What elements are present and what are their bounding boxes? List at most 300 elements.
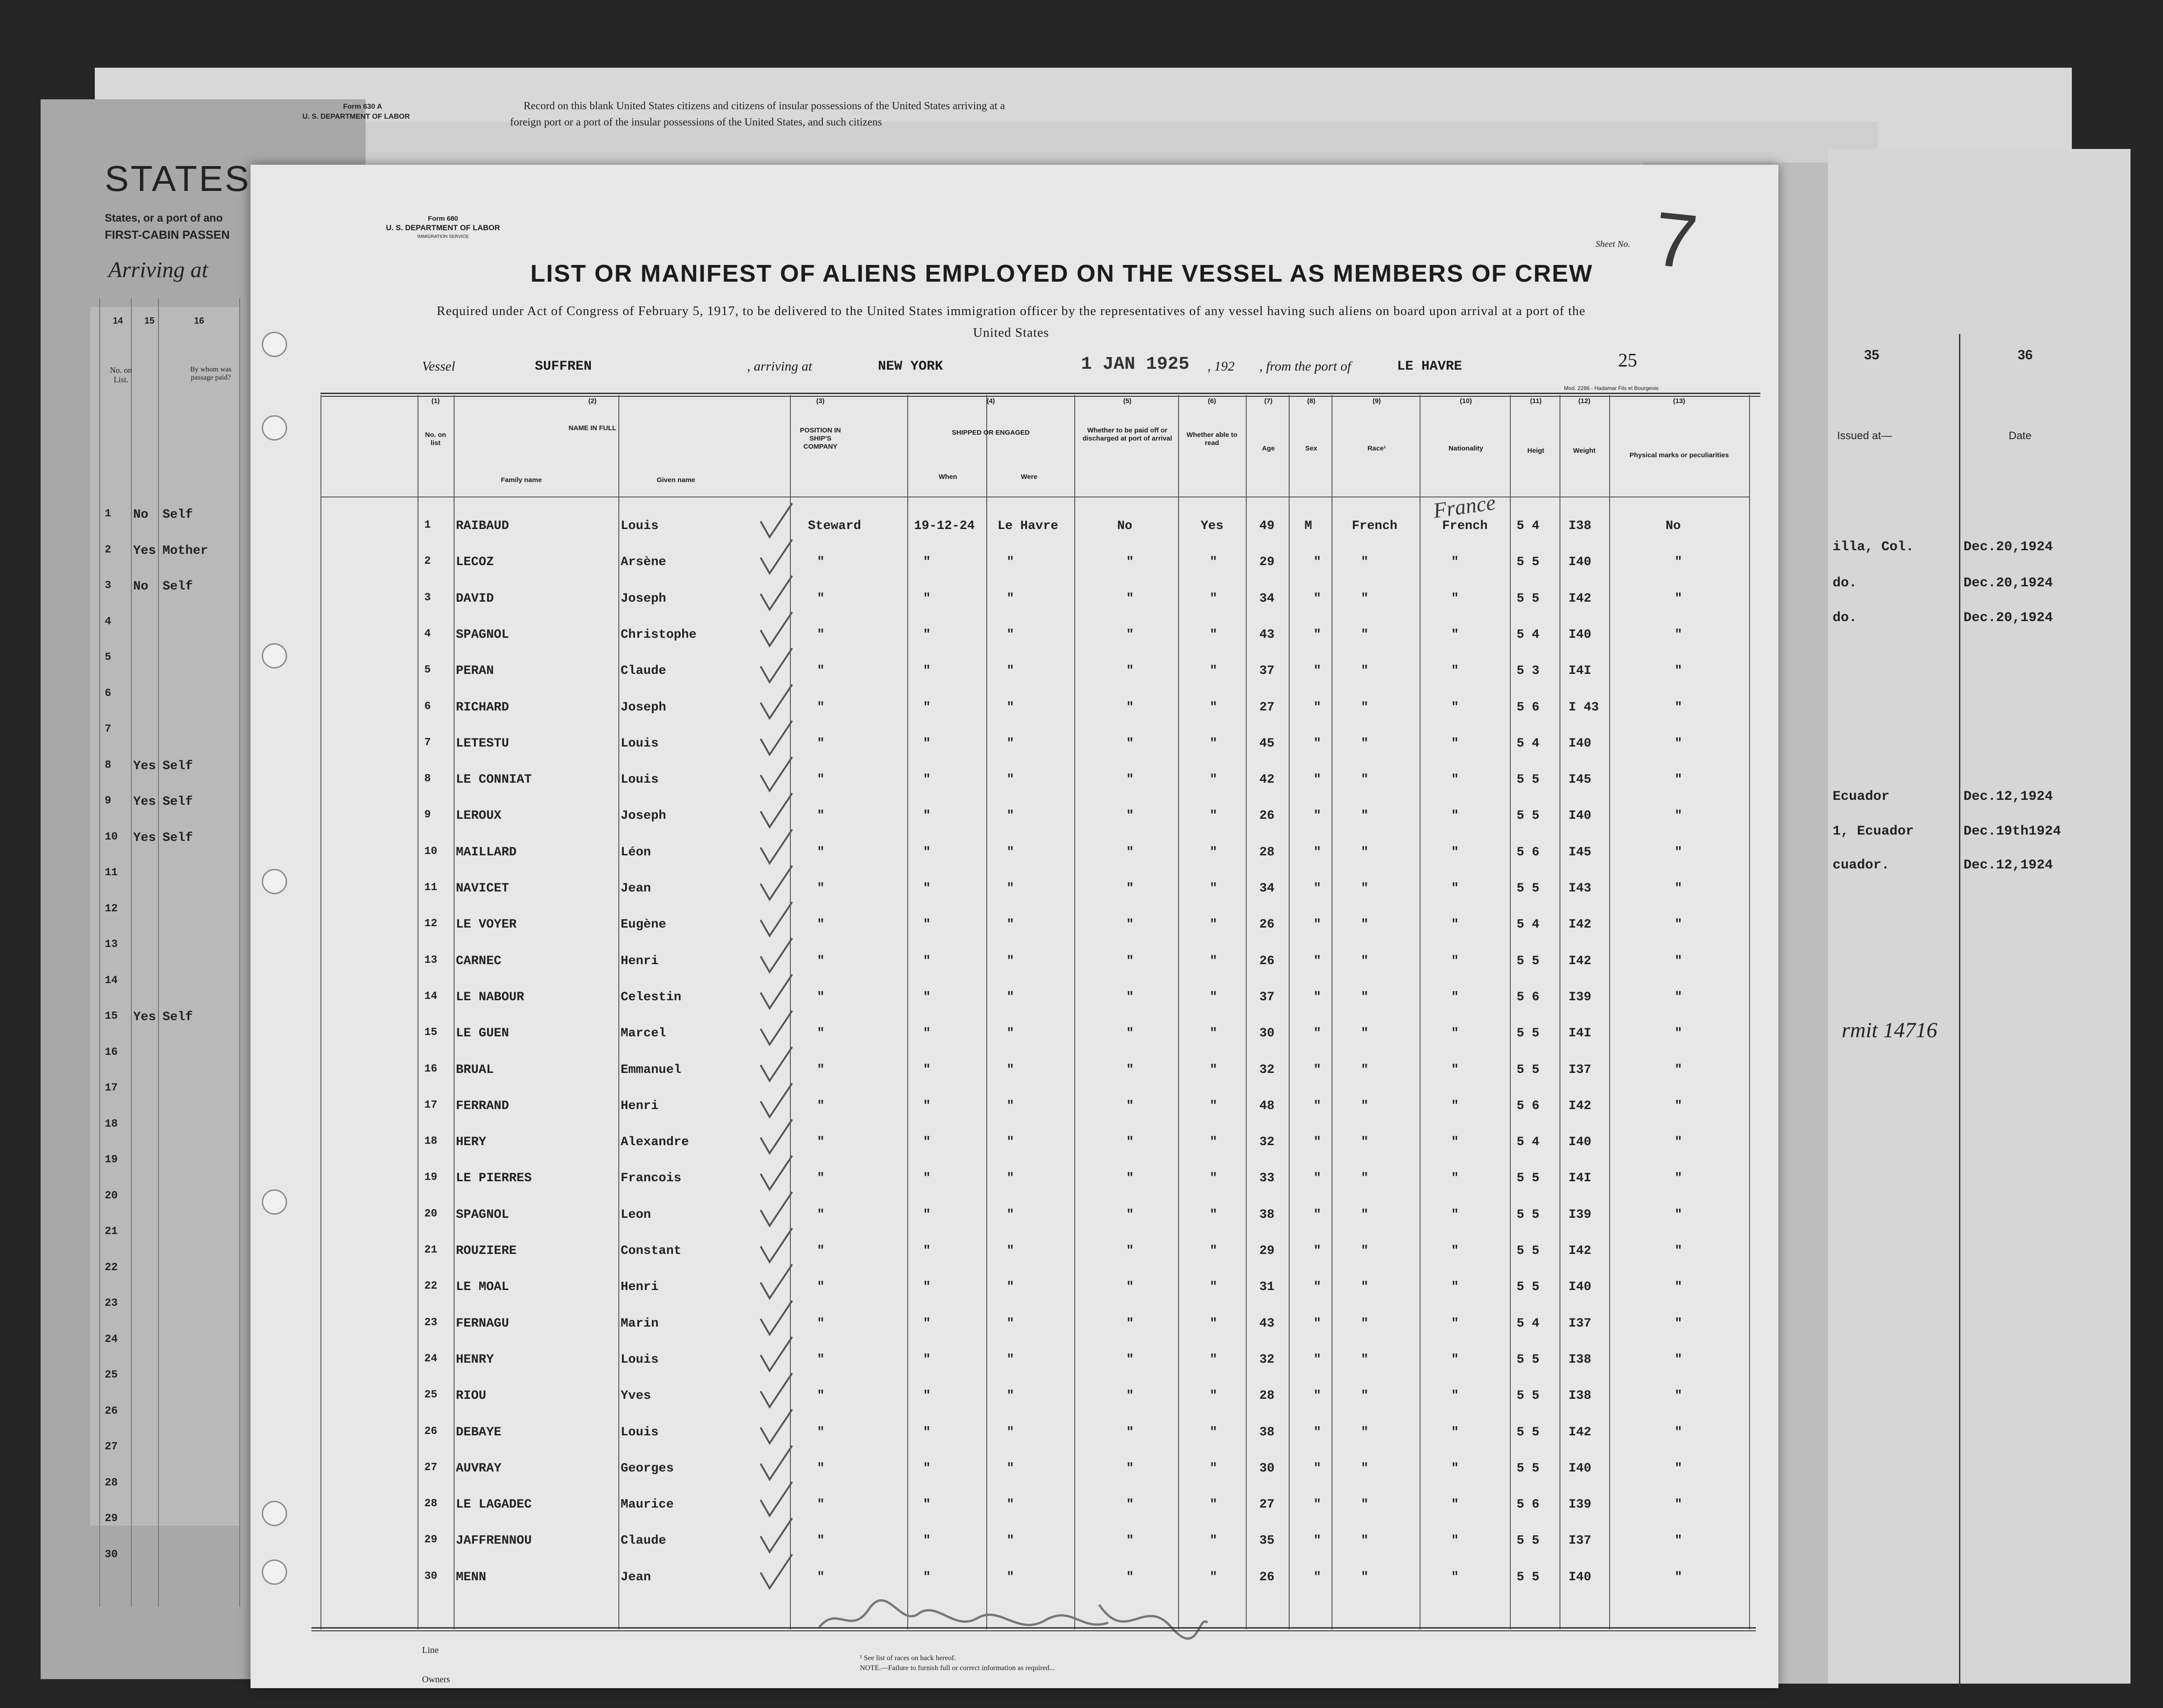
- shipped-where: ": [1007, 555, 1014, 570]
- arrival-date-stamp: 1 JAN 1925: [1081, 354, 1190, 375]
- age: 29: [1259, 1244, 1275, 1258]
- height: 5 6: [1517, 845, 1540, 859]
- family-name: LE CONNIAT: [456, 773, 532, 787]
- physical-marks: ": [1675, 1026, 1682, 1041]
- col1-header: No. on list: [425, 431, 446, 447]
- bg-left-row-number: 27: [105, 1441, 118, 1453]
- row-number: 17: [424, 1099, 437, 1111]
- bg-left-row-number: 23: [105, 1297, 118, 1309]
- age: 27: [1259, 700, 1275, 715]
- bg-left-row-number: 15: [105, 1010, 118, 1022]
- check-mark: [761, 503, 792, 537]
- printer-line: Mod. 2286 - Hadamar Fils et Bourgeois: [1564, 385, 1659, 391]
- col11-number: (11): [1530, 397, 1542, 405]
- paid-off: ": [1126, 954, 1134, 968]
- nationality: ": [1451, 1352, 1459, 1367]
- check-mark: [761, 1047, 792, 1081]
- sex: ": [1314, 882, 1321, 896]
- weight: I37: [1569, 1063, 1592, 1077]
- height: 5 5: [1517, 882, 1540, 896]
- row-number: 3: [424, 591, 431, 604]
- shipped-where: ": [1007, 990, 1014, 1004]
- check-mark: [761, 1083, 792, 1117]
- family-name: LE GUEN: [456, 1026, 509, 1041]
- shipped-where: ": [1007, 1498, 1014, 1512]
- row-number: 28: [424, 1498, 437, 1510]
- bg-left-rule: [239, 298, 240, 1607]
- weight: I38: [1569, 1389, 1592, 1403]
- sex: ": [1314, 1425, 1321, 1439]
- table-column-rule: [1074, 395, 1075, 1629]
- given-name: Marin: [621, 1316, 659, 1331]
- check-mark: [761, 1446, 792, 1480]
- sex: ": [1314, 555, 1321, 570]
- height: 5 5: [1517, 1461, 1540, 1476]
- physical-marks: ": [1675, 591, 1682, 606]
- shipped-where: ": [1007, 700, 1014, 715]
- paid-off: ": [1126, 1063, 1134, 1077]
- shipped-when: ": [923, 627, 931, 642]
- col6-number: (6): [1207, 397, 1216, 405]
- physical-marks: ": [1675, 1498, 1682, 1512]
- shipped-when: ": [923, 1099, 931, 1113]
- given-name: Henri: [621, 954, 659, 968]
- height: 5 4: [1517, 519, 1540, 533]
- col9-number: (9): [1372, 397, 1381, 405]
- punch-hole: [262, 643, 287, 668]
- bg-left-row-number: 16: [105, 1046, 118, 1058]
- shipped-where: ": [1007, 882, 1014, 896]
- bg-right-divider: [1959, 334, 1960, 1688]
- shipped-when: ": [923, 1063, 931, 1077]
- paid-off: ": [1126, 809, 1134, 823]
- race: ": [1361, 1063, 1369, 1077]
- sex: ": [1314, 1171, 1321, 1186]
- shipped-when: ": [923, 591, 931, 606]
- age: 28: [1259, 845, 1275, 859]
- race: ": [1361, 1026, 1369, 1041]
- row-number: 21: [424, 1244, 437, 1256]
- shipped-where: ": [1007, 1244, 1014, 1258]
- position: ": [817, 664, 825, 678]
- given-name: Christophe: [621, 627, 697, 642]
- bg-left-row-number: 18: [105, 1118, 118, 1130]
- physical-marks: ": [1675, 736, 1682, 751]
- weight: I4I: [1569, 664, 1592, 678]
- shipped-where: ": [1007, 1389, 1014, 1403]
- table-column-rule: [1510, 395, 1511, 1629]
- nationality-annotation: France: [1431, 490, 1497, 523]
- col5-number: (5): [1123, 397, 1132, 405]
- shipped-when: ": [923, 700, 931, 715]
- nationality: ": [1451, 736, 1459, 751]
- col12-header: Weight: [1573, 447, 1596, 455]
- shipped-where: ": [1007, 736, 1014, 751]
- race: ": [1361, 1207, 1369, 1222]
- footnote-note: NOTE.—Failure to furnish full or correct information as required...: [860, 1664, 1055, 1672]
- check-mark: [761, 757, 792, 791]
- col1-number: (1): [431, 397, 440, 405]
- row-number: 14: [424, 990, 437, 1003]
- col3-number: (3): [816, 397, 825, 405]
- family-name: PERAN: [456, 664, 494, 678]
- race: ": [1361, 1135, 1369, 1150]
- physical-marks: ": [1675, 1352, 1682, 1367]
- sex: ": [1314, 1570, 1321, 1584]
- check-mark: [761, 1518, 792, 1552]
- physical-marks: ": [1675, 700, 1682, 715]
- race: ": [1361, 773, 1369, 787]
- paid-off: ": [1126, 1498, 1134, 1512]
- given-name: Yves: [621, 1389, 651, 1403]
- height: 5 4: [1517, 627, 1540, 642]
- height: 5 5: [1517, 555, 1540, 570]
- height: 5 5: [1517, 1026, 1540, 1041]
- position: ": [817, 882, 825, 896]
- age: 38: [1259, 1207, 1275, 1222]
- shipped-when: ": [923, 1026, 931, 1041]
- nationality: ": [1451, 591, 1459, 606]
- row-number: 25: [424, 1389, 437, 1402]
- weight: I38: [1569, 1352, 1592, 1367]
- family-name: LE VOYER: [456, 918, 517, 932]
- shipped-when: ": [923, 1425, 931, 1439]
- check-mark: [761, 1410, 792, 1443]
- paid-off: ": [1126, 591, 1134, 606]
- given-name: Francois: [621, 1171, 682, 1186]
- physical-marks: ": [1675, 627, 1682, 642]
- paid-off: ": [1126, 1207, 1134, 1222]
- position: ": [817, 918, 825, 932]
- position: ": [817, 1135, 825, 1150]
- punch-hole: [262, 1501, 287, 1526]
- bg-left-row-number: 25: [105, 1369, 118, 1381]
- position: ": [817, 1063, 825, 1077]
- nationality: ": [1451, 1425, 1459, 1439]
- race: ": [1361, 664, 1369, 678]
- age: 48: [1259, 1099, 1275, 1113]
- height: 5 5: [1517, 1352, 1540, 1367]
- nationality: ": [1451, 1099, 1459, 1113]
- col4-header: SHIPPED OR ENGAGED: [952, 429, 1030, 436]
- shipped-when: ": [923, 1570, 931, 1584]
- age: 37: [1259, 664, 1275, 678]
- able-to-read: Yes: [1201, 519, 1224, 533]
- race: ": [1361, 990, 1369, 1004]
- age: 26: [1259, 954, 1275, 968]
- paid-off: ": [1126, 736, 1134, 751]
- check-mark: [761, 1156, 792, 1189]
- shipped-where: Le Havre: [998, 519, 1058, 533]
- given-name: Emmanuel: [621, 1063, 682, 1077]
- family-name: LEROUX: [456, 809, 501, 823]
- nationality: ": [1451, 1207, 1459, 1222]
- nationality: ": [1451, 1026, 1459, 1041]
- position: ": [817, 1207, 825, 1222]
- row-number: 2: [424, 555, 431, 568]
- row-number: 1: [424, 519, 431, 531]
- age: 34: [1259, 882, 1275, 896]
- weight: I40: [1569, 1135, 1592, 1150]
- col8-number: (8): [1307, 397, 1316, 405]
- family-name: JAFFRENNOU: [456, 1534, 532, 1548]
- race: ": [1361, 918, 1369, 932]
- bg-left-row-number: 1: [105, 508, 111, 520]
- bg-right-date: Dec.12,1924: [1963, 789, 2053, 804]
- age: 45: [1259, 736, 1275, 751]
- able-to-read: ": [1210, 591, 1217, 606]
- row-number: 18: [424, 1135, 437, 1148]
- physical-marks: ": [1675, 1099, 1682, 1113]
- arriving-port: NEW YORK: [878, 359, 943, 374]
- bg-right-date: Dec.20,1924: [1963, 539, 2053, 555]
- age: 34: [1259, 591, 1275, 606]
- nationality: ": [1451, 700, 1459, 715]
- shipped-where: ": [1007, 1570, 1014, 1584]
- nationality: French: [1442, 519, 1488, 533]
- shipped-when: ": [923, 664, 931, 678]
- weight: I45: [1569, 773, 1592, 787]
- nationality: ": [1451, 1316, 1459, 1331]
- check-mark: [761, 648, 792, 682]
- bg-left-col-number: 16: [194, 316, 204, 326]
- bg-left-row-number: 30: [105, 1548, 118, 1561]
- given-name: Claude: [621, 664, 666, 678]
- sex: ": [1314, 591, 1321, 606]
- shipped-when: ": [923, 1352, 931, 1367]
- sex: ": [1314, 1498, 1321, 1512]
- age: 35: [1259, 1534, 1275, 1548]
- sex: ": [1314, 1026, 1321, 1041]
- physical-marks: ": [1675, 918, 1682, 932]
- given-name: Henri: [621, 1099, 659, 1113]
- physical-marks: ": [1675, 1135, 1682, 1150]
- shipped-where: ": [1007, 1207, 1014, 1222]
- height: 5 4: [1517, 918, 1540, 932]
- able-to-read: ": [1210, 773, 1217, 787]
- age: 29: [1259, 555, 1275, 570]
- able-to-read: ": [1210, 1026, 1217, 1041]
- bg-left-arriving: Arriving at: [108, 257, 208, 282]
- height: 5 5: [1517, 1570, 1540, 1584]
- race: ": [1361, 1280, 1369, 1295]
- family-name: DAVID: [456, 591, 494, 606]
- age: 30: [1259, 1461, 1275, 1476]
- position: ": [817, 990, 825, 1004]
- bg-left-row-ticket: Yes: [133, 759, 156, 773]
- nationality: ": [1451, 1534, 1459, 1548]
- col13-header: Physical marks or peculiarities: [1629, 451, 1729, 459]
- able-to-read: ": [1210, 736, 1217, 751]
- age: 43: [1259, 1316, 1275, 1331]
- able-to-read: ": [1210, 1461, 1217, 1476]
- weight: I42: [1569, 591, 1592, 606]
- shipped-when: ": [923, 736, 931, 751]
- paid-off: ": [1126, 773, 1134, 787]
- position: ": [817, 1425, 825, 1439]
- family-name: RIOU: [456, 1389, 487, 1403]
- race: ": [1361, 1352, 1369, 1367]
- bg-left-line2: FIRST-CABIN PASSEN: [105, 228, 230, 241]
- given-name: Joseph: [621, 591, 666, 606]
- row-number: 22: [424, 1280, 437, 1293]
- bg-left-row-number: 10: [105, 831, 118, 843]
- race: ": [1361, 1171, 1369, 1186]
- given-name: Louis: [621, 1425, 659, 1439]
- sex: ": [1314, 627, 1321, 642]
- vessel-name: SUFFREN: [535, 359, 592, 374]
- shipped-when: 19-12-24: [914, 519, 975, 533]
- able-to-read: ": [1210, 1280, 1217, 1295]
- row-number: 27: [424, 1461, 437, 1474]
- height: 5 6: [1517, 990, 1540, 1004]
- weight: I42: [1569, 954, 1592, 968]
- shipped-when: ": [923, 954, 931, 968]
- bg-right-issued-at: cuador.: [1833, 858, 1890, 873]
- check-mark: [761, 1011, 792, 1044]
- weight: I37: [1569, 1316, 1592, 1331]
- shipped-where: ": [1007, 773, 1014, 787]
- bg-left-row-number: 7: [105, 723, 111, 735]
- age: 31: [1259, 1280, 1275, 1295]
- paid-off: ": [1126, 664, 1134, 678]
- position: ": [817, 700, 825, 715]
- table-column-rule: [1289, 395, 1290, 1629]
- weight: I4I: [1569, 1026, 1592, 1041]
- able-to-read: ": [1210, 1425, 1217, 1439]
- race: ": [1361, 555, 1369, 570]
- check-mark: [761, 793, 792, 827]
- position: ": [817, 591, 825, 606]
- bg-left-row-paid-by: Self: [162, 759, 193, 773]
- family-name: LETESTU: [456, 736, 509, 751]
- shipped-when: ": [923, 918, 931, 932]
- row-number: 7: [424, 736, 431, 749]
- shipped-when: ": [923, 1135, 931, 1150]
- given-name: Maurice: [621, 1498, 674, 1512]
- col3-header: POSITION IN SHIP'S COMPANY: [800, 427, 841, 450]
- weight: I40: [1569, 736, 1592, 751]
- shipped-when: ": [923, 882, 931, 896]
- given-name: Joseph: [621, 700, 666, 715]
- check-mark: [761, 1301, 792, 1335]
- family-name: AUVRAY: [456, 1461, 501, 1476]
- bg-right-col35: 35: [1864, 348, 1880, 362]
- footnote-races: ¹ See list of races on back hereof.: [860, 1654, 956, 1662]
- family-name: LE MOAL: [456, 1280, 509, 1295]
- bg-left-row-number: 28: [105, 1476, 118, 1489]
- sex: ": [1314, 700, 1321, 715]
- able-to-read: ": [1210, 1389, 1217, 1403]
- age: 32: [1259, 1063, 1275, 1077]
- sheet-number-label: Sheet No.: [1596, 239, 1630, 249]
- position: ": [817, 627, 825, 642]
- position: ": [817, 773, 825, 787]
- able-to-read: ": [1210, 1244, 1217, 1258]
- weight: I42: [1569, 1244, 1592, 1258]
- table-column-rule: [986, 395, 987, 1629]
- col2-number: (2): [588, 397, 597, 405]
- position: ": [817, 1498, 825, 1512]
- race: ": [1361, 845, 1369, 859]
- race: ": [1361, 1425, 1369, 1439]
- able-to-read: ": [1210, 845, 1217, 859]
- shipped-when: ": [923, 1389, 931, 1403]
- check-mark: [761, 1337, 792, 1371]
- row-number: 26: [424, 1425, 437, 1438]
- row-number: 16: [424, 1063, 437, 1075]
- check-mark: [761, 1555, 792, 1588]
- position: ": [817, 1026, 825, 1041]
- shipped-where: ": [1007, 918, 1014, 932]
- bg-left-row-number: 6: [105, 687, 111, 700]
- footer-line-label: Line: [422, 1645, 439, 1655]
- race: ": [1361, 809, 1369, 823]
- age: 32: [1259, 1135, 1275, 1150]
- position: ": [817, 1352, 825, 1367]
- shipped-when: ": [923, 1316, 931, 1331]
- nationality: ": [1451, 1498, 1459, 1512]
- family-name: DEBAYE: [456, 1425, 501, 1439]
- given-name: Marcel: [621, 1026, 666, 1041]
- shipped-when: ": [923, 773, 931, 787]
- row-number: 10: [424, 845, 437, 858]
- background-paper-right-2: [1828, 149, 2131, 1684]
- bg-right-permit: rmit 14716: [1842, 1018, 1938, 1042]
- family-name: CARNEC: [456, 954, 501, 968]
- age: 32: [1259, 1352, 1275, 1367]
- bg-left-row-number: 13: [105, 938, 118, 951]
- bg-left-row-number: 21: [105, 1225, 118, 1238]
- family-name: FERNAGU: [456, 1316, 509, 1331]
- check-mark: [761, 576, 792, 610]
- sex: ": [1314, 1461, 1321, 1476]
- paid-off: ": [1126, 555, 1134, 570]
- check-mark: [761, 1228, 792, 1262]
- height: 5 5: [1517, 954, 1540, 968]
- position: ": [817, 1389, 825, 1403]
- col8-header: Sex: [1305, 445, 1318, 452]
- family-name: BRUAL: [456, 1063, 494, 1077]
- able-to-read: ": [1210, 555, 1217, 570]
- able-to-read: ": [1210, 1135, 1217, 1150]
- bg-left-col16-head: By whom was passage paid?: [190, 366, 232, 381]
- able-to-read: ": [1210, 700, 1217, 715]
- bg-left-row-number: 2: [105, 543, 111, 556]
- shipped-where: ": [1007, 1461, 1014, 1476]
- able-to-read: ": [1210, 1099, 1217, 1113]
- punch-hole: [262, 332, 287, 357]
- weight: I40: [1569, 627, 1592, 642]
- bg-left-row-number: 3: [105, 580, 111, 592]
- race: ": [1361, 1461, 1369, 1476]
- sex: ": [1314, 990, 1321, 1004]
- weight: I40: [1569, 555, 1592, 570]
- height: 5 5: [1517, 1244, 1540, 1258]
- able-to-read: ": [1210, 1534, 1217, 1548]
- col5-header: Whether to be paid off or discharged at port of arrival: [1082, 427, 1172, 442]
- check-mark: [761, 685, 792, 719]
- shipped-when: ": [923, 1498, 931, 1512]
- able-to-read: ": [1210, 1171, 1217, 1186]
- paid-off: ": [1126, 627, 1134, 642]
- sex: ": [1314, 1389, 1321, 1403]
- given-name: Arsène: [621, 555, 666, 570]
- weight: I40: [1569, 1570, 1592, 1584]
- bg-left-row-ticket: Yes: [133, 795, 156, 809]
- bg-left-row-number: 12: [105, 902, 118, 915]
- department: U. S. DEPARTMENT OF LABOR: [386, 223, 500, 232]
